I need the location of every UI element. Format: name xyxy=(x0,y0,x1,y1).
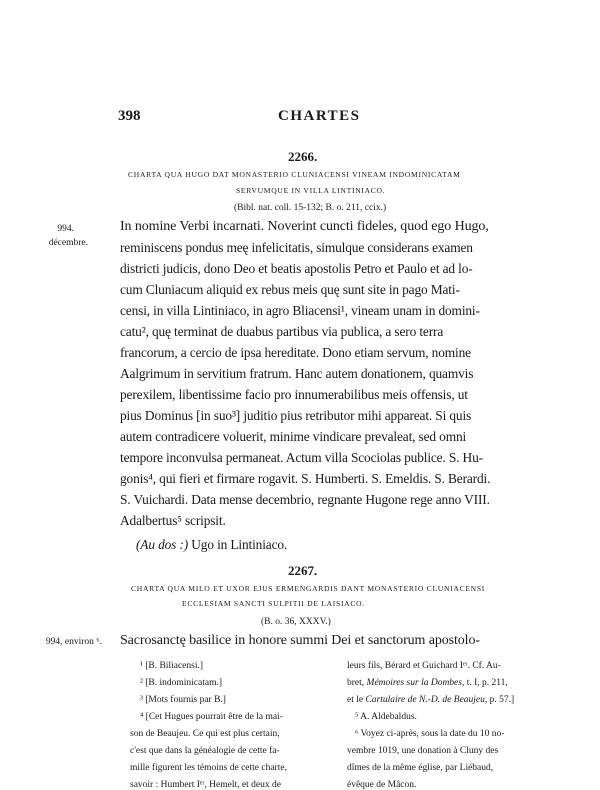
footnote-right-line: ⁵ A. Aldebaldus. xyxy=(355,712,417,722)
footnote-right-line: vembre 1019, une donation à Cluny des xyxy=(347,746,499,756)
charter-2266-source-ref: (Bibl. nat. coll. 15-132; B. o. 211, ccix.) xyxy=(234,203,387,213)
dorse-note xyxy=(136,537,287,553)
footnote-right-line: dîmes de la même église, par Liébaud, xyxy=(347,763,494,773)
charter-number-2266: 2266. xyxy=(288,149,318,164)
charter-2266-text-line: autem contradicere voluerit, minime vindicare prevaleat, sed omni xyxy=(120,429,467,444)
charter-2266-text-line: gonis⁴, qui fieri et firmare rogavit. S. Humberti. S. Emeldis. S. Berardi. xyxy=(120,471,491,486)
charter-2267-first-line: Sacrosanctę basilice in honore summi Dei et sanctorum apostolo- xyxy=(120,633,480,648)
footnote-right-line: et le Cartulaire de N.-D. de Beaujeu, p. 57.] xyxy=(347,695,515,705)
footnote-left-line: ² [B. indominicatam.] xyxy=(140,678,222,688)
footnote-left-line: c'est que dans la généalogie de cette fa- xyxy=(130,746,280,756)
charter-2266-text-line: censi, in villa Lintiniaco, in agro Bliacensi¹, vineam unam in domini- xyxy=(120,303,480,318)
dorse-label: (Au dos :) xyxy=(136,537,189,552)
margin-date-year: 994. xyxy=(57,224,74,234)
charter-2267-title-line-1: CHARTA QUA MILO ET UXOR EJUS ERMENGARDIS DANT MONASTERIO CLUNIACENSI xyxy=(131,584,486,593)
running-title: CHARTES xyxy=(278,108,361,124)
footnote-right-line: leurs fils, Bérard et Guichard Iᵉʳ. Cf. Au- xyxy=(347,661,501,671)
charter-2266-text-line: pius Dominus [in suo³] juditio pius retributor mihi appareat. Si quis xyxy=(120,408,472,423)
charter-2266-text-line: districti judicis, dono Deo et beatis apostolis Petro et Paulo et ad lo- xyxy=(120,261,473,276)
charter-2267-title-line-2: ECCLESIAM SANCTI SULPITII DE LAISIACO. xyxy=(182,599,365,608)
charter-2266-text-line: tempore inconvulsa permaneat. Actum villa Scociolas publice. S. Hu- xyxy=(120,450,483,465)
charter-2266-text-line: reminiscens pondus meę infelicitatis, simulque considerans examen xyxy=(120,240,473,255)
charter-2266-text-line: Adalbertus⁵ scripsit. xyxy=(120,513,226,528)
page-number: 398 xyxy=(118,108,141,124)
charter-2266-text-line: perexilem, libentissime facio pro innumerabilibus meis offensis, ut xyxy=(120,387,468,402)
footnote-right-line: évêque de Mâcon. xyxy=(347,780,417,790)
charter-2266-text-line: francorum, a cercio de ipsa hereditate. Dono etiam servum, nomine xyxy=(120,345,471,360)
footnote-left-line: son de Beaujeu. Ce qui est plus certain, xyxy=(130,729,280,739)
margin-date-2267: 994, environ ⁶. xyxy=(45,637,102,647)
margin-date-month: décembre. xyxy=(48,238,88,248)
footnote-left-line: ¹ [B. Biliacensi.] xyxy=(140,661,204,671)
charter-2267-source-ref: (B. o. 36, XXXV.) xyxy=(261,617,331,627)
charter-2266-text-line: In nomine Verbi incarnati. Noverint cuncti fideles, quod ego Hugo, xyxy=(120,219,489,234)
footnote-left-line: savoir : Humbert Iᵉʳ, Hemelt, et deux de xyxy=(130,780,281,790)
charter-2266-text-line: cum Cluniacum aliquid ex rebus meis quę sunt site in pago Mati- xyxy=(120,282,460,297)
charter-2266-text-line: S. Vuichardi. Data mense decembrio, regnante Hugone rege anno VIII. xyxy=(120,492,490,507)
dorse-text: Ugo in Lintiniaco. xyxy=(191,537,288,552)
footnote-right-line: ⁶ Voyez ci-après, sous la date du 10 no- xyxy=(355,729,505,739)
footnote-left-line: mille figurent les témoins de cette charte, xyxy=(130,763,287,773)
charter-2266-title-line-1: CHARTA QUA HUGO DAT MONASTERIO CLUNIACENSI VINEAM INDOMINICATAM xyxy=(128,170,461,179)
footnote-right-line: bret, Mémoires sur la Dombes, t. I, p. 211, xyxy=(347,678,508,688)
footnote-left-line: ⁴ [Cet Hugues pourrait être de la mai- xyxy=(140,712,283,722)
charter-2266-text-line: Aalgrimum in servitium fratrum. Hanc autem donationem, quamvis xyxy=(120,366,474,381)
charter-number-2267: 2267. xyxy=(288,563,318,578)
charter-2266-text-line: catu², quę terminat de duabus partibus via publica, a sero terra xyxy=(120,324,444,339)
charter-2266-title-line-2: SERVUMQUE IN VILLA LINTINIACO. xyxy=(236,186,386,195)
footnote-left-line: ³ [Mots fournis par B.] xyxy=(140,695,226,705)
